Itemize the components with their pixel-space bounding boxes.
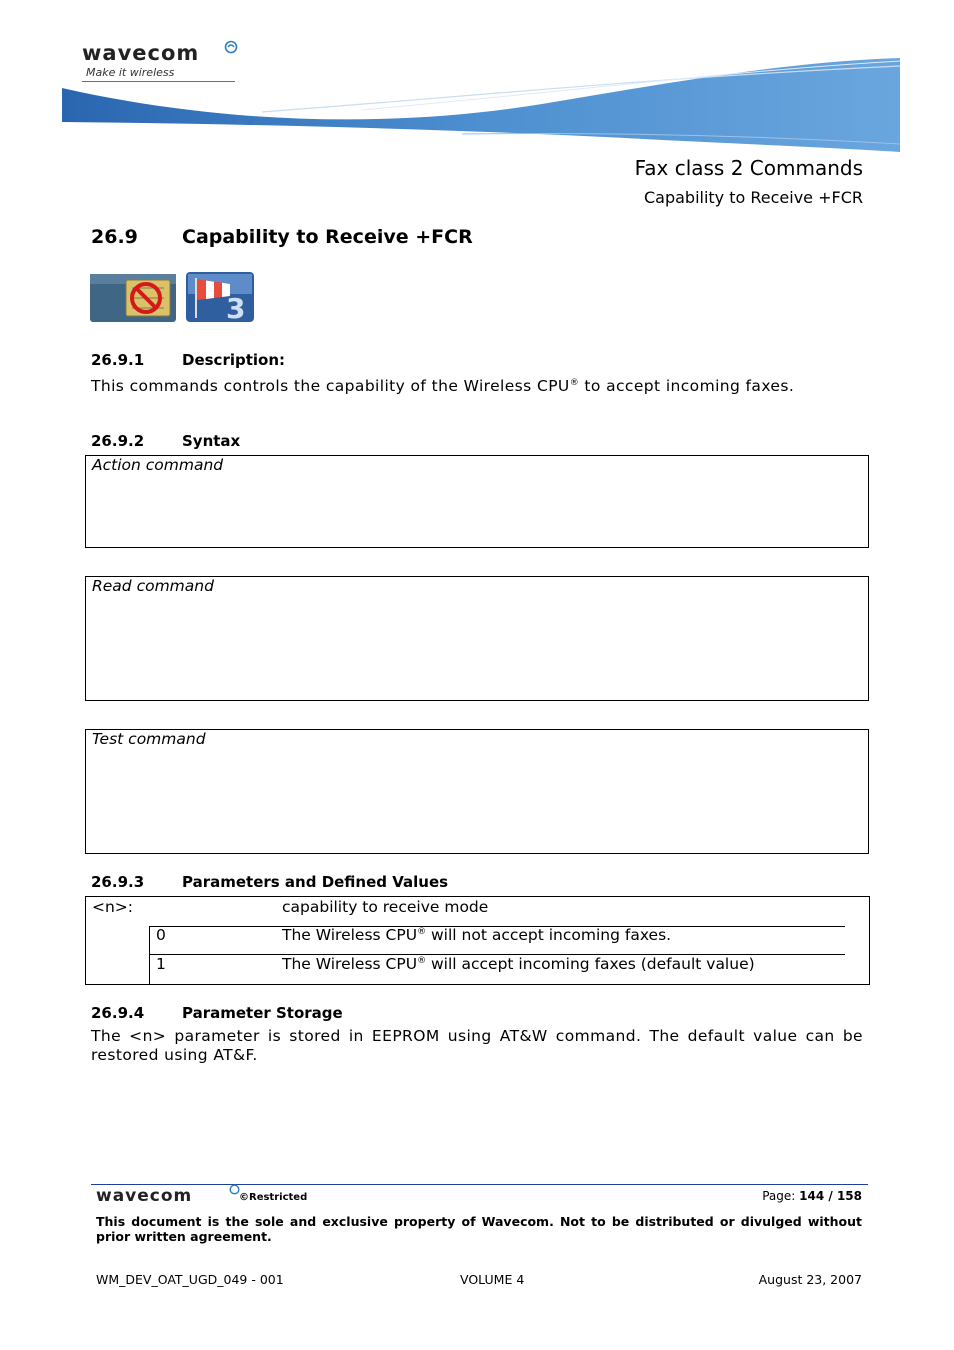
section-title: Capability to Receive +FCR <box>182 226 473 248</box>
header-wave-banner <box>62 52 900 154</box>
syntax-heading <box>91 432 240 450</box>
row-desc-after: will not accept incoming faxes. <box>426 926 672 944</box>
parameters-heading <box>91 873 448 891</box>
param-value-description <box>282 926 671 944</box>
parameters-number: 26.9.3 <box>91 873 145 891</box>
description-heading <box>91 351 285 369</box>
windsock-3-icon <box>186 272 254 322</box>
table-divider <box>149 926 150 984</box>
param-value: 0 <box>156 926 166 944</box>
footer-doc-id: WM_DEV_OAT_UGD_049 - 001 <box>96 1272 284 1287</box>
read-command-box <box>85 576 869 701</box>
param-value: 1 <box>156 955 166 973</box>
syntax-number: 26.9.2 <box>91 432 145 450</box>
footer-volume: VOLUME 4 <box>460 1272 525 1287</box>
svg-text:3: 3 <box>226 292 246 322</box>
param-description: capability to receive mode <box>282 898 489 916</box>
footer-divider <box>91 1184 868 1185</box>
syntax-title: Syntax <box>182 432 241 450</box>
description-title: Description: <box>182 351 286 369</box>
footer-wavecom-logo: wavecom <box>96 1186 193 1206</box>
header-title: Fax class 2 Commands <box>634 156 863 180</box>
param-name: <n>: <box>92 898 134 916</box>
storage-number: 26.9.4 <box>91 1004 145 1022</box>
page-separator: / <box>824 1189 837 1203</box>
action-command-label: Action command <box>92 456 224 474</box>
page-label: Page: <box>762 1189 800 1203</box>
row-desc-before: The Wireless CPU <box>282 926 418 944</box>
page-total: 158 <box>836 1189 862 1203</box>
description-text-after: to accept incoming faxes. <box>579 377 795 396</box>
section-number: 26.9 <box>91 226 138 248</box>
registered-mark: ® <box>569 378 580 388</box>
read-command-label: Read command <box>92 577 214 595</box>
description-number: 26.9.1 <box>91 351 145 369</box>
registered-mark: ® <box>417 955 427 966</box>
storage-heading <box>91 1004 343 1022</box>
page-current: 144 <box>799 1189 825 1203</box>
footer-page-number <box>762 1189 862 1203</box>
parameters-title: Parameters and Defined Values <box>182 873 449 891</box>
header-subtitle: Capability to Receive +FCR <box>643 188 863 207</box>
description-text-before: This commands controls the capability of the Wireless CPU <box>91 377 570 396</box>
footer-date: August 23, 2007 <box>758 1272 862 1287</box>
test-command-box <box>85 729 869 854</box>
logo-tagline: Make it wireless <box>86 66 175 79</box>
wavecom-logo: wavecom <box>82 41 200 65</box>
sim-not-required-icon <box>90 274 176 322</box>
param-value-description <box>282 955 755 973</box>
footer-restricted: ©Restricted <box>239 1192 308 1203</box>
registered-mark: ® <box>417 926 427 937</box>
footer-property-notice: This document is the sole and exclusive property of Wavecom. Not to be distributed or divulged without prior written agreement. <box>96 1214 862 1244</box>
parameters-table <box>85 896 870 985</box>
action-command-box <box>85 455 869 548</box>
storage-text: The <n> parameter is stored in EEPROM using AT&W command. The default value can be restored using AT&F. <box>91 1027 863 1064</box>
storage-title: Parameter Storage <box>182 1004 343 1022</box>
description-text <box>91 374 863 396</box>
row-desc-before: The Wireless CPU <box>282 955 418 973</box>
row-desc-after: will accept incoming faxes (default value) <box>426 955 755 973</box>
test-command-label: Test command <box>92 730 206 748</box>
section-heading <box>91 226 473 248</box>
